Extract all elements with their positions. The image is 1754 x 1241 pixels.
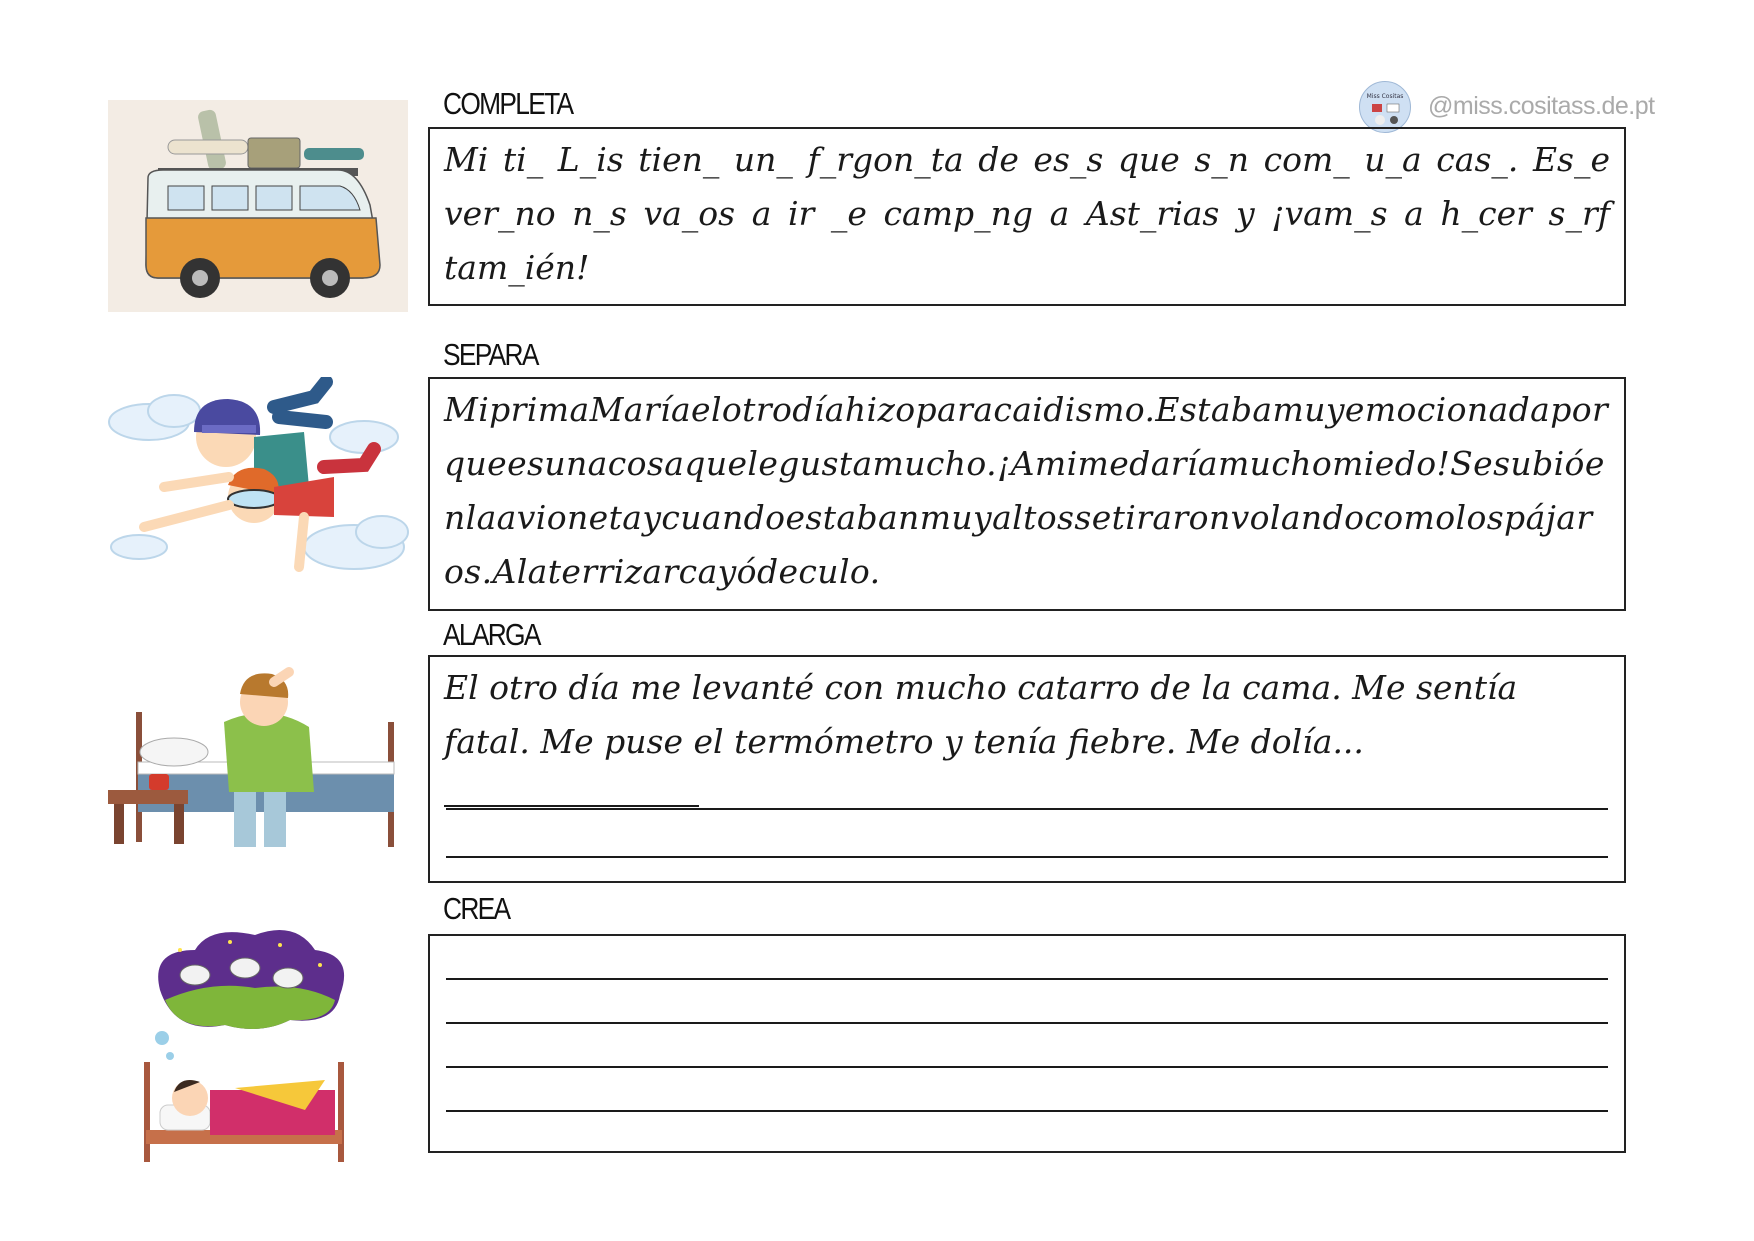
crea-box[interactable] <box>428 934 1626 1153</box>
writing-line[interactable] <box>446 808 1608 810</box>
alarga-blank-inline[interactable] <box>444 804 699 807</box>
alarga-text <box>430 657 1624 823</box>
dream-bed-illustration <box>130 920 380 1170</box>
writing-line[interactable] <box>446 978 1608 980</box>
completa-text: Mi ti_ L_is tien_ un_ f_rgon_ta de es_s que s_n com_ u_a cas_. Es_e ver_no n_s va_os a ir _e camp_ng a Ast_rias y ¡vam_s a h_cer s_rf tam_ién! <box>444 140 1610 287</box>
writing-line[interactable] <box>446 1066 1608 1068</box>
logo-icon <box>1359 81 1411 133</box>
alarga-box <box>428 655 1626 883</box>
completa-box <box>428 127 1626 306</box>
separa-box <box>428 377 1626 611</box>
sick-man-illustration <box>104 642 404 852</box>
writing-line[interactable] <box>446 1022 1608 1024</box>
section-title-crea: CREA <box>443 891 510 926</box>
alarga-text-content: El otro día me levanté con mucho catarro de la cama. Me sentía fatal. Me puse el termómetro y tenía fiebre. Me dolía... <box>444 668 1518 761</box>
section-title-alarga: ALARGA <box>443 617 540 652</box>
section-title-separa: SEPARA <box>443 337 538 372</box>
svg-text:Miss Cositas: Miss Cositas <box>1366 93 1404 100</box>
section-title-completa: COMPLETA <box>443 86 573 121</box>
van-illustration <box>108 100 408 312</box>
skydivers-illustration <box>104 377 414 577</box>
separa-text: MiprimaMaríaelotrodíahizoparacaidismo.Estabamuyemocionadaporqueesunacosaquelegustamucho.¡Amimedaríamuchomiedo!Sesubióenlaavionetaycuandoestabanmuyaltossetiraronvolandocomolospájaros.Alaterrizarcayódeculo. <box>444 390 1609 591</box>
writing-line[interactable] <box>446 856 1608 858</box>
credit-handle: @miss.cositass.de.pt <box>1428 92 1655 120</box>
writing-line[interactable] <box>446 1110 1608 1112</box>
